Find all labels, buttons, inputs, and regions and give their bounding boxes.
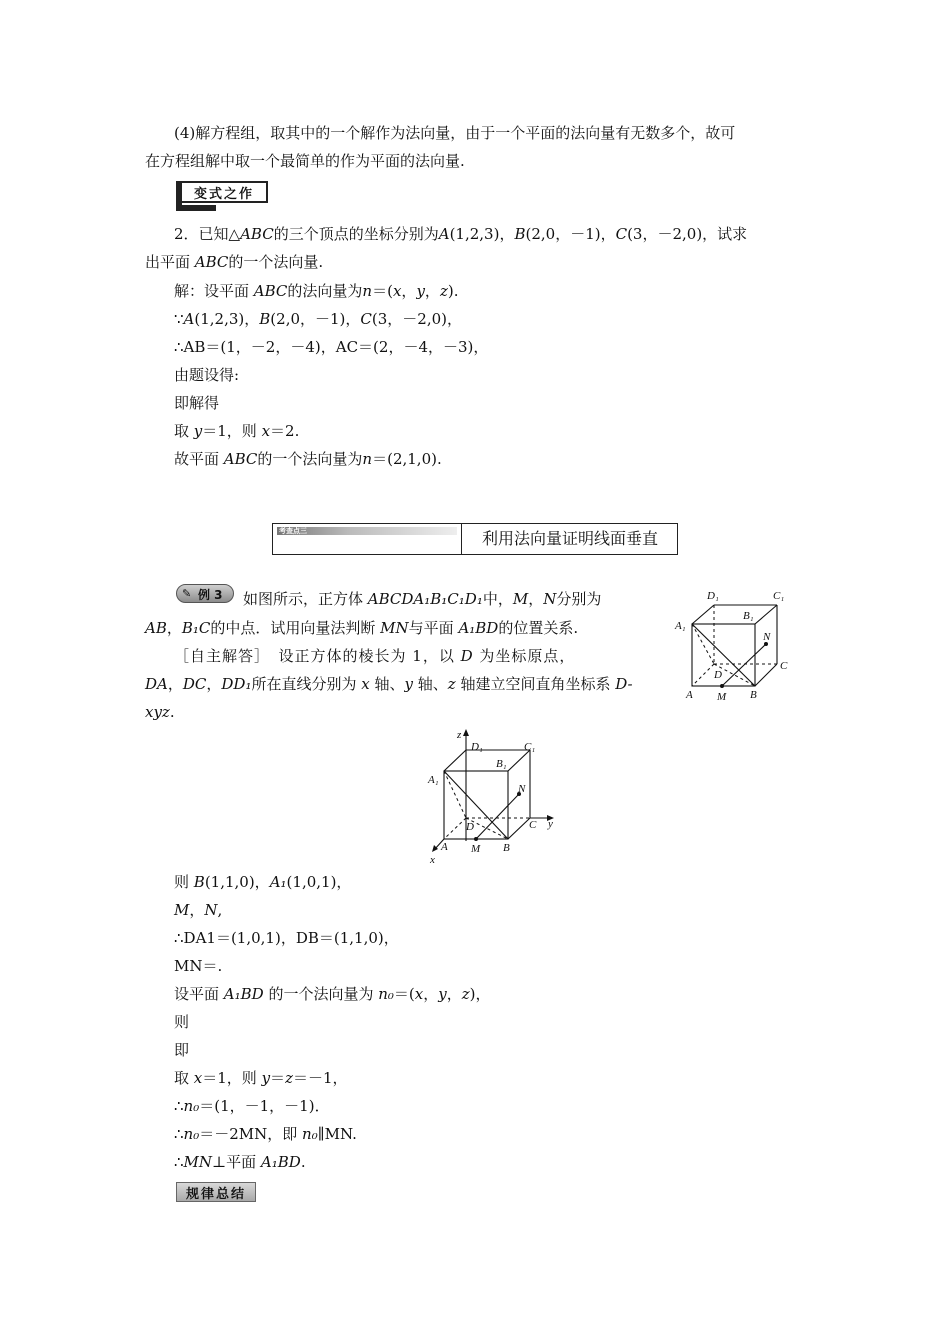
fig2-label-c: C [529, 819, 537, 831]
fig1-label-n: N [763, 631, 771, 643]
example3-line-2: AB，B₁C的中点．试用向量法判断 MN与平面 A₁BD的位置关系. [145, 619, 579, 637]
pencil-icon: ✎ [182, 587, 192, 600]
fig1-label-d: D [714, 669, 722, 681]
solution2-line-1: 解：设平面 ABC的法向量为n＝(x，y，z). [174, 282, 459, 300]
variant-badge-label: 变式之作 [193, 186, 254, 202]
example3-line-1: 如图所示，正方体 ABCDA₁B₁C₁D₁中，M，N分别为 [243, 590, 602, 608]
solution3-line-2: M，N, [174, 901, 223, 919]
solution2-line-7: 故平面 ABC的一个法向量为n＝(2,1,0). [174, 450, 442, 468]
fig2-label-d1: D₁ [471, 741, 483, 753]
fig1-point-m [720, 684, 724, 688]
solution2-line-3: ∴AB＝(1，－2，－4)，AC＝(2，－4，－3)， [174, 338, 489, 356]
solution2-line-6: 取 y＝1，则 x＝2. [174, 422, 300, 440]
fig2-label-a: A [441, 841, 448, 853]
fig2-label-n: N [518, 783, 526, 795]
example3-line-4: DA，DC，DD₁所在直线分别为 x 轴、y 轴、z 轴建立空间直角坐标系 D- [145, 675, 633, 693]
fig2-label-y: y [548, 818, 553, 830]
solution3-line-3: ∴DA1＝(1,0,1)，DB＝(1,1,0)， [174, 929, 399, 947]
intro-line-2: 在方程组解中取一个最简单的作为平面的法向量. [145, 152, 465, 170]
summary-badge-label: 规律总结 [185, 1186, 246, 1202]
solution3-line-11: ∴MN⊥平面 A₁BD. [174, 1153, 306, 1171]
fig2-z-arrow [463, 729, 469, 736]
fig1-label-b1: B₁ [743, 610, 754, 622]
example3-badge [176, 584, 234, 603]
fig2-label-b1: B₁ [496, 758, 507, 770]
fig2-point-m [474, 837, 478, 841]
fig2-label-x: x [430, 854, 435, 866]
example3-line-5: xyz. [145, 703, 175, 721]
solution3-line-6: 则 [174, 1013, 190, 1031]
solution3-line-8: 取 x＝1，则 y＝z＝－1， [174, 1069, 348, 1087]
fig1-label-d1: D₁ [707, 590, 719, 602]
problem2-line-2: 出平面 ABC的一个法向量. [145, 253, 324, 271]
solution3-line-9: ∴n₀＝(1，－1，－1)． [174, 1097, 330, 1115]
fig2-label-d: D [466, 821, 474, 833]
intro-line-1: (4)解方程组，取其中的一个解作为法向量，由于一个平面的法向量有无数多个，故可 [174, 124, 736, 142]
solution3-line-5: 设平面 A₁BD 的一个法向量为 n₀＝(x，y，z)， [174, 985, 491, 1003]
fig1-label-m: M [717, 691, 727, 703]
fig1-label-b: B [750, 689, 757, 701]
problem2-line-1: 2．已知△ABC的三个顶点的坐标分别为A(1,2,3)，B(2,0，－1)，C(3，－2,0)，试求 [174, 225, 748, 243]
fig1-label-a: A [686, 689, 693, 701]
fig1-label-a1: A₁ [675, 620, 686, 632]
solution3-line-7: 即 [174, 1041, 190, 1059]
fig1-label-c: C [780, 660, 788, 672]
solution3-line-4: MN＝. [174, 957, 223, 975]
fig2-label-a1: A₁ [428, 774, 439, 786]
solution2-line-2: ∵A(1,2,3)，B(2,0，－1)，C(3，－2,0)， [174, 310, 462, 328]
fig1-label-c1: C₁ [773, 590, 785, 602]
example3-line-3: ［自主解答］ 设正方体的棱长为 1，以 D 为坐标原点， [174, 647, 576, 665]
section-bar [272, 523, 678, 555]
summary-badge [176, 1182, 256, 1202]
solution2-line-5: 即解得 [174, 394, 220, 412]
fig2-label-m: M [471, 843, 481, 855]
variant-badge [176, 181, 268, 211]
solution2-line-4: 由题设得: [174, 366, 240, 384]
solution3-line-10: ∴n₀＝－2MN，即 n₀∥MN. [174, 1125, 357, 1143]
section-bar-label: 考查点三 [279, 527, 307, 535]
cube-figure-1 [672, 583, 802, 705]
section-bar-title: 利用法向量证明线面垂直 [482, 529, 659, 548]
fig2-label-c1: C₁ [524, 741, 536, 753]
fig2-label-z: z [457, 729, 462, 741]
example3-badge-label: 例 3 [198, 588, 223, 602]
fig2-label-b: B [503, 842, 510, 854]
solution3-line-1: 则 B(1,1,0)，A₁(1,0,1)， [174, 873, 352, 891]
cube-figure-2 [424, 726, 564, 866]
